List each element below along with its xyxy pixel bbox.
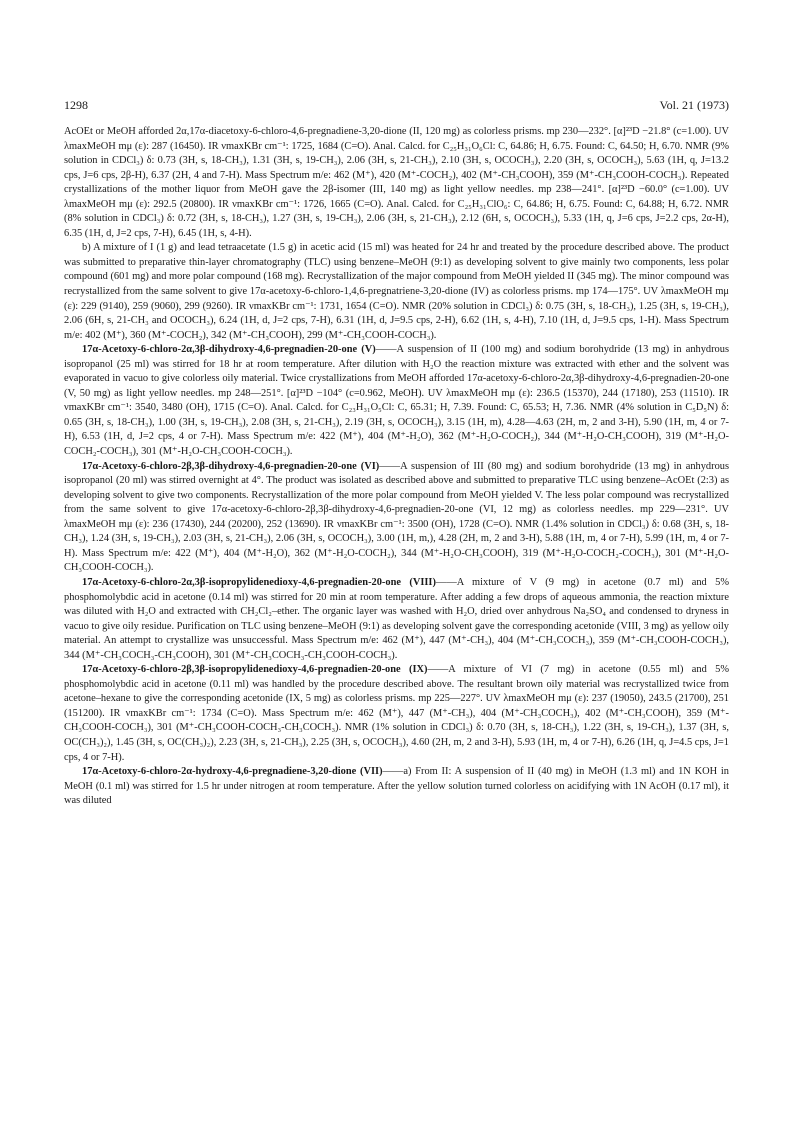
paragraph-text: ——A suspension of III (80 mg) and sodium borohydride (13 mg) in anhydrous isopropanol (20 ml) was stirred overnight at 4°. The product was isolated as described above and submitted to preparative TLC using benzene–AcOEt (2:3) as developing solvent to give two components. Recrystallization of the more polar compound from MeOH yielded V. The less polar compound was recrystallized from the same solvent to give 17α-acetoxy-6-chloro-2β,3β-dihydroxy-4,6-pregnadien-20-one (VI, 12 mg) as colorless needles. mp 229—231°. UV λmaxMeOH mμ (ε): 236 (17430), 244 (20200), 252 (13690). IR νmaxKBr cm⁻¹: 3500 (OH), 1728 (C=O). NMR (1.4% solution in CDCl₃) δ: 0.68 (3H, s, 18-CH₃), 1.24 (3H, s, 19-CH₃), 2.03 (3H, s, 21-CH₃), 2.06 (3H, s, OCOCH₃), 3.00 (1H, m,), 4.28 (2H, m, 2 and 3-H), 5.88 (1H, m, 4 or 7-H), 5.99 (1H, m, 4 or 7-H). Mass Spectrum m/e: 422 (M⁺), 404 (M⁺-H₂O), 362 (M⁺-H₂O-COCH₂), 344 (M⁺-H₂O-CH₃COOH), 319 (M⁺-H₂O-COCH₂-COCH₃), 301 (M⁺-H₂O-CH₃COOH-COCH₃).	[64, 460, 730, 574]
paragraph-text: ——A mixture of V (9 mg) in acetone (0.7 ml) and 5% phosphomolybdic acid in acetone (0.14 ml) was stirred for 20 min at room temperature. After adding a few drops of aqueous ammonia, the reaction mixture was diluted with H₂O and extracted with CH₂Cl₂–ether. The organic layer was washed with H₂O, dried over anhydrous Na₂SO₄ and condensed to dryness in vacuo to give oily residue. Purification on TLC using benzene–MeOH (9:1) as developing solvent gave the corresponding acetonide (VIII, 3 mg) as yellow oily material. An attempt to crystallize was unsuccessful. Mass Spectrum m/e: 462 (M⁺), 447 (M⁺-CH₃), 404 (M⁺-CH₃COCH₃), 359 (M⁺-CH₃COOH-COCH₃), 344 (M⁺-CH₃COCH₃-CH₃COOH), 301 (M⁺-CH₃COCH₃-CH₃COOH-COCH₃).	[64, 576, 729, 661]
paragraph-compound-ii-iii	[64, 125, 729, 241]
page-header	[64, 98, 729, 118]
paragraph-compound-ix	[64, 663, 729, 765]
paragraph-compound-v	[64, 343, 729, 459]
page-number: 1298	[64, 98, 88, 112]
section-heading: 17α-Acetoxy-6-chloro-2α,3β-dihydroxy-4,6-pregnadien-20-one (V)	[82, 344, 376, 356]
paragraph-compound-viii	[64, 576, 729, 663]
section-heading: 17α-Acetoxy-6-chloro-2α,3β-isopropylidenedioxy-4,6-pregnadien-20-one (VIII)	[82, 576, 436, 588]
section-heading: 17α-Acetoxy-6-chloro-2β,3β-isopropylidenedioxy-4,6-pregnadien-20-one (IX)	[82, 664, 428, 676]
paragraph-compound-vii	[64, 765, 729, 809]
body-text	[64, 125, 729, 809]
paragraph-text: b) A mixture of I (1 g) and lead tetraacetate (1.5 g) in acetic acid (15 ml) was heated for 24 hr and treated by the procedure described above. The product was submitted to preparative thin-layer chromatography (TLC) using benzene–MeOH (9:1) as developing solvent to give mainly two components, less polar compound (601 mg) and more polar compound (168 mg). Recrystallization of the major compound from MeOH yielded II (345 mg). The minor compound was recrystallized from the same solvent to give 17α-acetoxy-6-chloro-1,4,6-pregnatriene-3,20-dione (IV) as colorless prisms. mp 174—175°. UV λmaxMeOH mμ (ε): 229 (9140), 259 (9060), 299 (9260). IR νmaxKBr cm⁻¹: 1731, 1654 (C=O). NMR (20% solution in CDCl₃) δ: 0.75 (3H, s, 18-CH₃), 1.25 (3H, s, 19-CH₃), 2.06 (6H, s, 21-CH₃ and OCOCH₃), 6.24 (1H, d, J=2 cps, 7-H), 6.31 (1H, d, J=9.5 cps, 2-H), 6.62 (1H, s, 4-H), 7.10 (1H, d, J=9.5 cps, 1-H). Mass Spectrum m/e: 402 (M⁺), 360 (M⁺-COCH₂), 342 (M⁺-CH₃COOH), 299 (M⁺-CH₃COOH-COCH₃).	[64, 242, 729, 341]
paragraph-text: ——A mixture of VI (7 mg) in acetone (0.55 ml) and 5% phosphomolybdic acid in acetone (0.11 ml) was handled by the procedure described above. The resultant brown oily material was recrystallized twice from acetone–hexane to give the corresponding acetonide (IX, 5 mg) as colorless prisms. mp 225—227°. UV λmaxMeOH mμ (ε): 237 (19050), 243.5 (21700), 251 (151200). IR νmaxKBr cm⁻¹: 1734 (C=O). Mass Spectrum m/e: 462 (M⁺), 447 (M⁺-CH₃), 404 (M⁺-CH₃COCH₃), 402 (M⁺-CH₃COOH), 359 (M⁺-CH₃COOH-COCH₃), 301 (M⁺-CH₃COOH-COCH₃-CH₃COCH₃). NMR (1% solution in CDCl₃) δ: 0.70 (3H, s, 18-CH₃), 1.22 (3H, s, 19-CH₃), 1.37 (3H, s, OC(CH₃)₂), 1.45 (3H, s, OC(CH₃)₂), 2.23 (3H, s, 21-CH₃), 2.25 (3H, s, OCOCH₃), 4.60 (2H, m, 2 and 3-H), 5.93 (1H, m, 4 or 7-H), 6.26 (1H, q, J=4.5 cps, J=1 cps, 4 or 7-H).	[64, 664, 730, 763]
section-heading: 17α-Acetoxy-6-chloro-2α-hydroxy-4,6-pregnadiene-3,20-dione (VII)	[82, 766, 383, 778]
paragraph-text: ——a) From II: A suspension of II (40 mg) in MeOH (1.3 ml) and 1N KOH in MeOH (0.1 ml) was stirred for 1.5 hr under nitrogen at room temperature. After the yellow solution turned colorless on acidifying with 1N AcOH (0.17 ml), it was diluted	[64, 766, 729, 807]
section-heading: 17α-Acetoxy-6-chloro-2β,3β-dihydroxy-4,6-pregnadien-20-one (VI)	[82, 460, 380, 472]
paragraph-text: AcOEt or MeOH afforded 2α,17α-diacetoxy-6-chloro-4,6-pregnadiene-3,20-dione (II, 120 mg) as colorless prisms. mp 230—232°. [α]²³D −21.8° (c=1.00). UV λmaxMeOH mμ (ε): 287 (16450). IR νmaxKBr cm⁻¹: 1725, 1684 (C=O). Anal. Calcd. for C₂₅H₃₁O₆Cl: C, 64.86; H, 6.75. Found: C, 64.50; H, 6.70. NMR (9% solution in CDCl₃) δ: 0.73 (3H, s, 18-CH₃), 1.31 (3H, s, 19-CH₃), 2.06 (3H, s, 21-CH₃), 2.10 (3H, s, OCOCH₃), 2.20 (3H, s, OCOCH₃), 5.63 (1H, q, J=13.2 cps, J=6 cps, 2β-H), 6.37 (2H, 4 and 7-H). Mass Spectrum m/e: 462 (M⁺), 420 (M⁺-COCH₂), 402 (M⁺-CH₃COOH), 359 (M⁺-CH₃COOH-COCH₃). Repeated crystallizations of the mother liquor from MeOH gave the 2β-isomer (III, 140 mg) as light yellow needles. mp 238—241°. [α]²³D −60.0° (c=1.00). UV λmaxMeOH mμ (ε): 292.5 (20800). IR νmaxKBr cm⁻¹: 1726, 1665 (C=O). Anal. Calcd. for C₂₅H₃₁ClO₆: C, 64.86; H, 6.75. Found: C, 64.88; H, 6.72. NMR (8% solution in CDCl₃) δ: 0.72 (3H, s, 18-CH₃), 1.27 (3H, s, 19-CH₃), 2.06 (3H, s, 21-CH₃), 2.12 (6H, s, OCOCH₃), 5.33 (1H, q, J=6 cps, J=2.2 cps, 2α-H), 6.35 (1H, d, J=2 cps, 7-H), 6.45 (1H, s, 4-H).	[64, 126, 729, 239]
paragraph-compound-vi	[64, 460, 729, 576]
paragraph-text: ——A suspension of II (100 mg) and sodium borohydride (13 mg) in anhydrous isopropanol (25 ml) was stirred for 18 hr at room temperature. After dilution with H₂O the reaction mixture was extracted with ether and the solvent was evaporated in vacuo to give colorless oily material. Twice crystallizations from MeOH afforded 17α-acetoxy-6-chloro-2α,3β-dihydroxy-4,6-pregnadien-20-one (V, 50 mg) as light yellow needles. mp 248—251°. [α]²³D −104° (c=0.962, MeOH). UV λmaxMeOH mμ (ε): 236.5 (15370), 244 (17180), 253 (11510). IR νmaxKBr cm⁻¹: 3540, 3480 (OH), 1715 (C=O). Anal. Calcd. for C₂₃H₃₁O₅Cl: C, 65.31; H, 7.39. Found: C, 65.53; H, 7.36. NMR (4% solution in C₅D₅N) δ: 0.65 (3H, s, 18-CH₃), 1.00 (3H, s, 19-CH₃), 2.08 (3H, s, 21-CH₃), 2.19 (3H, s, OCOCH₃), 3.15 (1H, m), 4.28—4.63 (2H, m, 2 and 3-H), 5.90 (1H, m, 4 or 7-H), 6.53 (1H, d, J=2 cps, 4 or 7-H). Mass Spectrum m/e: 422 (M⁺), 404 (M⁺-H₂O), 362 (M⁺-H₂O-COCH₂), 344 (M⁺-H₂O-CH₃COOH), 319 (M⁺-H₂O-COCH₂-COCH₃), 301 (M⁺-H₂O-CH₃COOH-COCH₃).	[64, 344, 729, 458]
paragraph-method-b	[64, 241, 729, 343]
journal-volume: Vol. 21 (1973)	[659, 98, 729, 112]
